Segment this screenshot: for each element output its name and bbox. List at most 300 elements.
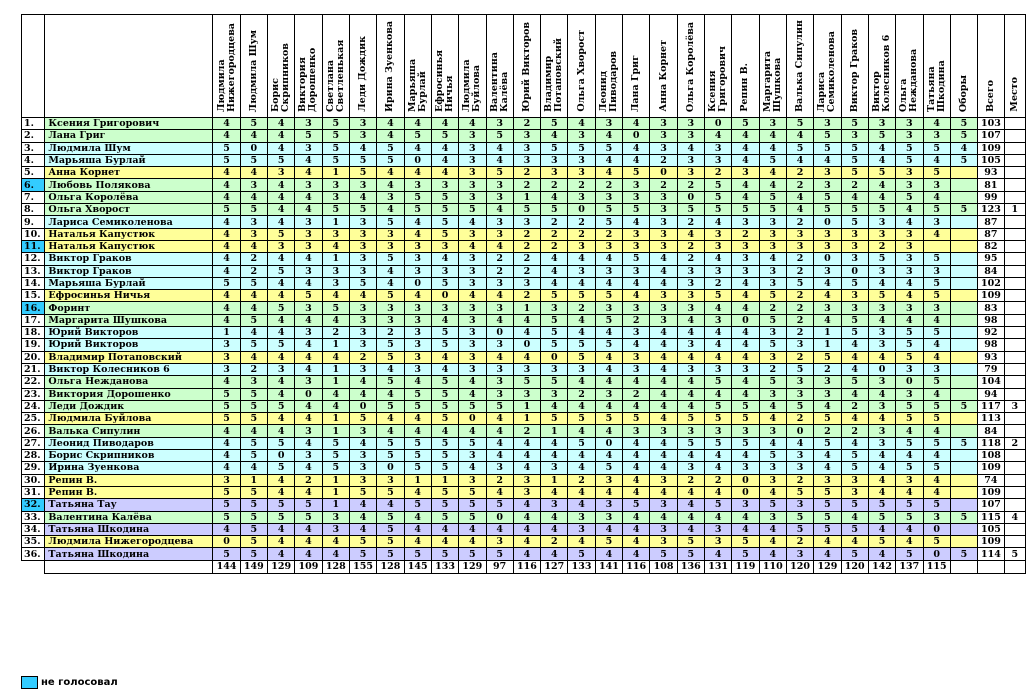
score-cell: 5 — [459, 548, 486, 560]
score-cell: 4 — [322, 548, 349, 560]
score-cell: 0 — [786, 425, 813, 437]
score-cell: 5 — [814, 523, 841, 535]
score-cell: 4 — [568, 499, 595, 511]
row-name: Татьяна Шкодина — [45, 548, 213, 560]
score-cell: 2 — [513, 118, 540, 130]
score-cell: 5 — [705, 204, 732, 216]
score-cell: 3 — [759, 474, 786, 486]
score-cell: 3 — [732, 425, 759, 437]
score-cell: 3 — [868, 339, 895, 351]
score-cell: 5 — [896, 351, 923, 363]
score-cell: 2 — [786, 314, 813, 326]
score-cell: 5 — [431, 277, 458, 289]
score-cell: 4 — [759, 167, 786, 179]
row-total: 81 — [978, 179, 1005, 191]
score-cell: 3 — [595, 302, 622, 314]
column-header — [759, 15, 786, 118]
score-cell: 4 — [322, 240, 349, 252]
score-cell: 4 — [732, 290, 759, 302]
column-header — [1004, 15, 1025, 118]
row-number: 5. — [22, 167, 45, 179]
score-cell: 5 — [377, 290, 404, 302]
score-cell: 5 — [349, 154, 376, 166]
score-cell: 4 — [650, 351, 677, 363]
score-cell: 5 — [377, 486, 404, 498]
score-cell: 4 — [732, 523, 759, 535]
score-cell — [950, 277, 977, 289]
score-cell: 3 — [240, 216, 267, 228]
score-cell: 3 — [786, 548, 813, 560]
score-cell: 4 — [568, 486, 595, 498]
score-cell: 3 — [896, 302, 923, 314]
row-total: 92 — [978, 327, 1005, 339]
score-cell: 4 — [841, 339, 868, 351]
score-cell: 5 — [841, 167, 868, 179]
column-header — [650, 15, 677, 118]
score-cell: 4 — [295, 339, 322, 351]
score-cell: 3 — [541, 302, 568, 314]
score-cell: 3 — [268, 363, 295, 375]
score-cell: 4 — [486, 413, 513, 425]
score-cell: 4 — [868, 450, 895, 462]
score-cell: 3 — [650, 228, 677, 240]
table-row — [22, 548, 1026, 560]
row-total: 105 — [978, 154, 1005, 166]
score-cell: 5 — [868, 204, 895, 216]
legend — [21, 676, 118, 688]
header-row — [22, 15, 1026, 118]
row-number: 22. — [22, 376, 45, 388]
score-cell: 5 — [213, 486, 240, 498]
row-total: 109 — [978, 486, 1005, 498]
score-cell: 4 — [213, 314, 240, 326]
score-cell: 3 — [923, 265, 950, 277]
score-cell: 0 — [541, 351, 568, 363]
row-total: 84 — [978, 425, 1005, 437]
score-cell: 5 — [841, 154, 868, 166]
score-cell: 4 — [268, 290, 295, 302]
table-row — [22, 388, 1026, 400]
score-cell: 3 — [868, 376, 895, 388]
column-header-label: Виктория Дорошенко — [297, 47, 319, 112]
score-cell: 3 — [650, 240, 677, 252]
score-cell: 5 — [595, 204, 622, 216]
column-header-label: Место — [1008, 77, 1020, 112]
score-cell: 3 — [841, 290, 868, 302]
score-cell: 5 — [923, 253, 950, 265]
score-cell: 5 — [732, 400, 759, 412]
score-cell: 5 — [459, 400, 486, 412]
score-cell: 3 — [349, 228, 376, 240]
score-cell: 3 — [404, 339, 431, 351]
row-number: 9. — [22, 216, 45, 228]
score-cell: 5 — [240, 277, 267, 289]
score-cell: 5 — [841, 450, 868, 462]
score-cell: 4 — [268, 179, 295, 191]
row-number: 29. — [22, 462, 45, 474]
score-cell: 3 — [759, 216, 786, 228]
score-cell: 4 — [459, 536, 486, 548]
score-cell: 4 — [295, 351, 322, 363]
score-cell: 4 — [732, 154, 759, 166]
score-cell: 3 — [568, 265, 595, 277]
score-cell: 5 — [868, 253, 895, 265]
row-name: Ольга Нежданова — [45, 376, 213, 388]
score-cell: 3 — [568, 523, 595, 535]
score-cell: 4 — [923, 486, 950, 498]
score-cell: 3 — [486, 363, 513, 375]
score-cell: 4 — [759, 548, 786, 560]
score-cell: 4 — [814, 290, 841, 302]
score-cell: 5 — [595, 142, 622, 154]
row-total: 117 — [978, 400, 1005, 412]
score-cell: 2 — [541, 228, 568, 240]
score-cell: 3 — [650, 130, 677, 142]
score-cell: 4 — [923, 425, 950, 437]
row-name: Анна Корнет — [45, 167, 213, 179]
score-cell: 2 — [486, 474, 513, 486]
score-cell: 3 — [705, 314, 732, 326]
score-cell: 4 — [896, 536, 923, 548]
row-name: Владимир Потаповский — [45, 351, 213, 363]
score-cell: 5 — [268, 499, 295, 511]
row-place: 2 — [1004, 437, 1025, 449]
column-header — [213, 15, 240, 118]
score-cell: 3 — [459, 167, 486, 179]
column-header — [431, 15, 458, 118]
score-cell: 3 — [377, 314, 404, 326]
score-cell: 5 — [404, 388, 431, 400]
score-cell: 3 — [459, 302, 486, 314]
score-cell: 4 — [377, 265, 404, 277]
score-cell: 1 — [404, 474, 431, 486]
score-cell: 5 — [322, 142, 349, 154]
row-number: 6. — [22, 179, 45, 191]
score-cell: 5 — [541, 142, 568, 154]
score-cell: 4 — [541, 253, 568, 265]
score-cell: 4 — [623, 376, 650, 388]
score-cell: 4 — [213, 191, 240, 203]
row-total: 99 — [978, 191, 1005, 203]
score-cell: 2 — [732, 228, 759, 240]
score-cell: 2 — [786, 179, 813, 191]
row-number: 12. — [22, 253, 45, 265]
row-total: 115 — [978, 511, 1005, 523]
score-cell: 0 — [213, 536, 240, 548]
score-cell: 4 — [349, 191, 376, 203]
column-header-label: Борис Скрипников — [270, 43, 292, 112]
score-cell: 3 — [486, 118, 513, 130]
row-place — [1004, 474, 1025, 486]
score-cell: 5 — [814, 511, 841, 523]
score-cell: 4 — [295, 437, 322, 449]
score-cell: 4 — [213, 437, 240, 449]
score-cell: 2 — [841, 179, 868, 191]
score-cell: 5 — [814, 191, 841, 203]
totals-row — [22, 560, 1026, 573]
score-cell: 5 — [841, 118, 868, 130]
score-cell: 4 — [595, 425, 622, 437]
score-cell: 2 — [240, 253, 267, 265]
row-name: Лана Григ — [45, 130, 213, 142]
score-cell: 3 — [923, 511, 950, 523]
score-cell: 4 — [650, 265, 677, 277]
score-cell: 3 — [295, 216, 322, 228]
column-total: 109 — [295, 560, 322, 573]
score-cell: 4 — [732, 376, 759, 388]
score-cell: 3 — [295, 425, 322, 437]
score-cell: 1 — [322, 339, 349, 351]
score-cell: 2 — [623, 388, 650, 400]
score-cell: 2 — [759, 302, 786, 314]
score-cell: 4 — [841, 437, 868, 449]
row-number: 34. — [22, 523, 45, 535]
row-number: 28. — [22, 450, 45, 462]
score-cell: 4 — [623, 118, 650, 130]
score-cell: 4 — [705, 327, 732, 339]
score-cell: 2 — [568, 228, 595, 240]
score-cell: 4 — [705, 450, 732, 462]
score-cell: 3 — [295, 376, 322, 388]
table-row — [22, 376, 1026, 388]
column-total: 137 — [896, 560, 923, 573]
score-cell: 5 — [431, 462, 458, 474]
score-cell: 3 — [868, 228, 895, 240]
score-cell: 4 — [295, 277, 322, 289]
score-cell: 5 — [677, 437, 704, 449]
score-cell: 5 — [431, 130, 458, 142]
score-cell: 5 — [513, 204, 540, 216]
row-total: 95 — [978, 253, 1005, 265]
score-cell: 4 — [923, 118, 950, 130]
score-cell: 3 — [404, 314, 431, 326]
row-name: Ольга Королёва — [45, 191, 213, 203]
row-total: 109 — [978, 142, 1005, 154]
score-cell: 5 — [322, 450, 349, 462]
score-cell: 5 — [705, 499, 732, 511]
score-cell: 4 — [486, 204, 513, 216]
score-cell: 4 — [349, 499, 376, 511]
score-cell: 3 — [595, 474, 622, 486]
score-cell: 4 — [240, 425, 267, 437]
score-cell: 2 — [677, 179, 704, 191]
score-cell: 3 — [568, 130, 595, 142]
score-cell: 4 — [868, 179, 895, 191]
score-cell: 2 — [541, 216, 568, 228]
score-cell: 5 — [541, 204, 568, 216]
score-cell: 3 — [513, 486, 540, 498]
column-header — [541, 15, 568, 118]
score-cell: 2 — [595, 228, 622, 240]
score-cell: 3 — [513, 277, 540, 289]
column-total: 127 — [541, 560, 568, 573]
row-name: Репин В. — [45, 474, 213, 486]
score-cell: 3 — [349, 240, 376, 252]
score-cell: 4 — [623, 437, 650, 449]
score-cell: 3 — [295, 142, 322, 154]
score-cell: 5 — [377, 339, 404, 351]
score-cell: 2 — [677, 216, 704, 228]
score-cell: 4 — [295, 154, 322, 166]
score-cell: 4 — [431, 314, 458, 326]
score-cell: 5 — [950, 511, 977, 523]
score-cell: 4 — [868, 474, 895, 486]
score-cell: 5 — [404, 400, 431, 412]
table-row — [22, 253, 1026, 265]
score-cell: 3 — [404, 265, 431, 277]
score-cell: 4 — [868, 548, 895, 560]
score-cell: 5 — [677, 548, 704, 560]
score-cell: 3 — [677, 425, 704, 437]
column-header-label: Ирина Зуенкова — [384, 21, 396, 112]
row-total: 107 — [978, 499, 1005, 511]
score-cell: 5 — [950, 154, 977, 166]
score-cell: 4 — [295, 191, 322, 203]
score-cell: 4 — [322, 290, 349, 302]
score-cell: 4 — [623, 462, 650, 474]
score-cell: 3 — [814, 265, 841, 277]
score-cell: 0 — [650, 167, 677, 179]
score-cell: 3 — [786, 499, 813, 511]
score-cell: 2 — [786, 327, 813, 339]
score-cell: 5 — [896, 511, 923, 523]
table-row — [22, 142, 1026, 154]
score-cell: 4 — [650, 376, 677, 388]
row-place — [1004, 314, 1025, 326]
score-cell: 3 — [868, 400, 895, 412]
score-cell: 4 — [513, 450, 540, 462]
row-number: 32. — [22, 499, 45, 511]
score-cell: 3 — [786, 339, 813, 351]
score-cell: 5 — [268, 265, 295, 277]
header-blank-num — [22, 15, 45, 118]
table-row — [22, 118, 1026, 130]
score-cell: 2 — [786, 536, 813, 548]
row-name: Ксения Григорович — [45, 118, 213, 130]
score-cell: 4 — [295, 548, 322, 560]
score-cell: 5 — [377, 376, 404, 388]
score-cell: 4 — [431, 154, 458, 166]
column-total: 155 — [349, 560, 376, 573]
score-cell: 3 — [349, 462, 376, 474]
score-cell: 5 — [705, 290, 732, 302]
score-cell: 3 — [759, 425, 786, 437]
score-cell: 0 — [732, 314, 759, 326]
score-cell: 4 — [349, 376, 376, 388]
score-cell: 5 — [841, 499, 868, 511]
score-cell: 0 — [923, 548, 950, 560]
score-cell: 5 — [431, 216, 458, 228]
score-cell: 5 — [377, 216, 404, 228]
score-cell: 3 — [595, 388, 622, 400]
score-cell: 4 — [486, 314, 513, 326]
score-cell: 4 — [786, 191, 813, 203]
score-cell: 4 — [841, 511, 868, 523]
column-header — [732, 15, 759, 118]
score-cell: 4 — [732, 450, 759, 462]
row-name: Форинт — [45, 302, 213, 314]
score-cell: 4 — [814, 462, 841, 474]
score-cell: 5 — [759, 339, 786, 351]
score-cell: 4 — [595, 154, 622, 166]
column-header — [240, 15, 267, 118]
score-cell: 1 — [322, 376, 349, 388]
score-cell: 3 — [295, 240, 322, 252]
score-cell: 3 — [650, 474, 677, 486]
score-cell — [950, 462, 977, 474]
score-cell: 5 — [568, 339, 595, 351]
score-cell: 3 — [650, 191, 677, 203]
score-cell: 5 — [786, 277, 813, 289]
score-cell: 5 — [923, 290, 950, 302]
score-cell: 4 — [568, 425, 595, 437]
score-cell: 4 — [459, 290, 486, 302]
score-cell: 2 — [513, 265, 540, 277]
score-cell: 2 — [486, 253, 513, 265]
score-cell: 3 — [240, 179, 267, 191]
score-cell: 5 — [240, 523, 267, 535]
row-name: Виктория Дорошенко — [45, 388, 213, 400]
score-cell: 5 — [459, 511, 486, 523]
score-cell: 4 — [786, 204, 813, 216]
row-number: 36. — [22, 548, 45, 560]
score-cell: 3 — [759, 118, 786, 130]
column-header-label: Юрий Викторов — [520, 21, 532, 112]
score-cell: 5 — [459, 204, 486, 216]
score-cell: 3 — [677, 363, 704, 375]
score-cell: 3 — [349, 253, 376, 265]
score-cell: 5 — [896, 499, 923, 511]
score-cell: 3 — [295, 179, 322, 191]
score-cell: 4 — [240, 351, 267, 363]
score-cell: 2 — [759, 363, 786, 375]
score-cell: 5 — [377, 253, 404, 265]
score-cell: 4 — [623, 536, 650, 548]
score-cell: 5 — [213, 154, 240, 166]
score-cell: 4 — [459, 240, 486, 252]
row-place — [1004, 536, 1025, 548]
score-cell: 3 — [595, 118, 622, 130]
score-cell: 3 — [568, 240, 595, 252]
score-cell: 4 — [732, 339, 759, 351]
score-cell: 5 — [431, 400, 458, 412]
score-cell: 4 — [349, 142, 376, 154]
score-cell: 4 — [623, 400, 650, 412]
score-cell: 4 — [623, 523, 650, 535]
score-cell: 4 — [759, 413, 786, 425]
score-cell: 5 — [896, 327, 923, 339]
score-cell: 3 — [459, 339, 486, 351]
score-cell: 4 — [595, 253, 622, 265]
score-cell: 5 — [923, 327, 950, 339]
row-place — [1004, 290, 1025, 302]
score-cell: 5 — [732, 536, 759, 548]
score-cell: 4 — [349, 437, 376, 449]
score-cell: 5 — [896, 400, 923, 412]
score-cell: 4 — [814, 314, 841, 326]
row-place — [1004, 499, 1025, 511]
row-number: 15. — [22, 290, 45, 302]
table-row — [22, 400, 1026, 412]
score-cell: 4 — [404, 425, 431, 437]
score-cell: 3 — [459, 154, 486, 166]
score-cell: 0 — [295, 388, 322, 400]
score-cell: 3 — [841, 228, 868, 240]
score-cell: 5 — [595, 413, 622, 425]
score-cell: 5 — [623, 413, 650, 425]
score-cell: 5 — [950, 400, 977, 412]
score-cell: 4 — [377, 179, 404, 191]
